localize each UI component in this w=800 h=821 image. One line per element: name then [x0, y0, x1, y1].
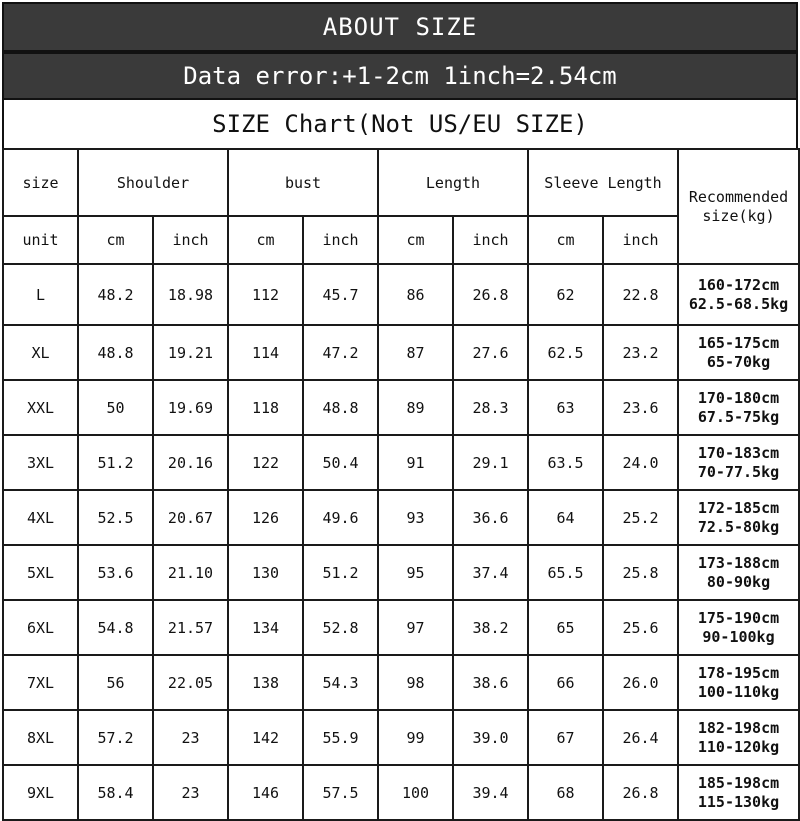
unit-cell: cm: [228, 216, 303, 264]
recommended-weight: 115-130kg: [697, 792, 780, 811]
recommended-size-cell: [678, 545, 799, 600]
measurement-cell: 22.8: [603, 264, 678, 325]
measurement-cell: 97: [378, 600, 453, 655]
recommended-height: 185-198cm: [697, 773, 780, 792]
size-cell: 9XL: [3, 765, 78, 820]
measurement-cell: 87: [378, 325, 453, 380]
measurement-cell: 29.1: [453, 435, 528, 490]
measurement-cell: 122: [228, 435, 303, 490]
measurement-cell: 48.8: [303, 380, 378, 435]
recommended-unit-label: size(kg): [702, 206, 775, 225]
measurement-cell: 51.2: [303, 545, 378, 600]
recommended-height: 178-195cm: [697, 663, 780, 682]
recommended-size-cell: [678, 325, 799, 380]
measurement-cell: 63.5: [528, 435, 603, 490]
measurement-cell: 118: [228, 380, 303, 435]
bust-header: bust: [228, 149, 378, 216]
recommended-size-cell: [678, 710, 799, 765]
recommended-size-cell: [678, 490, 799, 545]
note-banner: [2, 52, 798, 100]
measurement-cell: 146: [228, 765, 303, 820]
measurement-cell: 100: [378, 765, 453, 820]
measurement-cell: 23: [153, 710, 228, 765]
measurement-cell: 23.2: [603, 325, 678, 380]
recommended-weight: 62.5-68.5kg: [688, 294, 789, 313]
measurement-cell: 93: [378, 490, 453, 545]
recommended-height: 160-172cm: [697, 275, 780, 294]
recommended-size-cell: [678, 600, 799, 655]
measurement-cell: 51.2: [78, 435, 153, 490]
unit-cell: inch: [153, 216, 228, 264]
size-cell: 4XL: [3, 490, 78, 545]
table-row: [3, 325, 799, 380]
measurement-cell: 134: [228, 600, 303, 655]
measurement-cell: 138: [228, 655, 303, 710]
measurement-cell: 36.6: [453, 490, 528, 545]
measurement-cell: 49.6: [303, 490, 378, 545]
measurement-cell: 63: [528, 380, 603, 435]
size-table: [2, 148, 800, 821]
size-cell: 6XL: [3, 600, 78, 655]
table-row: [3, 545, 799, 600]
measurement-cell: 24.0: [603, 435, 678, 490]
recommended-height: 170-183cm: [697, 443, 780, 462]
recommended-weight: 100-110kg: [697, 682, 780, 701]
size-cell: 3XL: [3, 435, 78, 490]
measurement-cell: 126: [228, 490, 303, 545]
measurement-cell: 62.5: [528, 325, 603, 380]
measurement-cell: 65: [528, 600, 603, 655]
length-header: Length: [378, 149, 528, 216]
measurement-cell: 130: [228, 545, 303, 600]
table-row: [3, 264, 799, 325]
measurement-cell: 55.9: [303, 710, 378, 765]
size-cell: XXL: [3, 380, 78, 435]
size-cell: 8XL: [3, 710, 78, 765]
measurement-cell: 25.8: [603, 545, 678, 600]
size-cell: 7XL: [3, 655, 78, 710]
measurement-cell: 52.5: [78, 490, 153, 545]
recommended-size-cell: [678, 765, 799, 820]
measurement-cell: 26.8: [603, 765, 678, 820]
measurement-cell: 57.5: [303, 765, 378, 820]
unit-cell: inch: [603, 216, 678, 264]
recommended-size-header: [678, 149, 799, 264]
recommended-weight: 67.5-75kg: [697, 407, 780, 426]
measurement-cell: 67: [528, 710, 603, 765]
recommended-weight: 80-90kg: [706, 572, 771, 591]
measurement-cell: 27.6: [453, 325, 528, 380]
measurement-cell: 48.8: [78, 325, 153, 380]
table-row: [3, 490, 799, 545]
measurement-cell: 26.0: [603, 655, 678, 710]
measurement-cell: 21.57: [153, 600, 228, 655]
table-row: [3, 600, 799, 655]
table-row: [3, 765, 799, 820]
unit-cell: inch: [453, 216, 528, 264]
measurement-cell: 18.98: [153, 264, 228, 325]
measurement-cell: 45.7: [303, 264, 378, 325]
subtitle-banner: [2, 100, 798, 148]
recommended-weight: 90-100kg: [702, 627, 775, 646]
measurement-cell: 57.2: [78, 710, 153, 765]
recommended-size-cell: [678, 264, 799, 325]
measurement-cell: 142: [228, 710, 303, 765]
chart-subtitle: SIZE Chart(Not US/EU SIZE): [212, 110, 588, 138]
measurement-cell: 25.2: [603, 490, 678, 545]
measurement-cell: 26.8: [453, 264, 528, 325]
recommended-height: 182-198cm: [697, 718, 780, 737]
measurement-cell: 53.6: [78, 545, 153, 600]
table-row: [3, 655, 799, 710]
unit-cell: inch: [303, 216, 378, 264]
recommended-weight: 110-120kg: [697, 737, 780, 756]
measurement-cell: 62: [528, 264, 603, 325]
unit-header: unit: [3, 216, 78, 264]
unit-cell: cm: [378, 216, 453, 264]
table-row: [3, 380, 799, 435]
measurement-note: Data error:+1-2cm 1inch=2.54cm: [183, 62, 617, 90]
recommended-height: 175-190cm: [697, 608, 780, 627]
measurement-cell: 28.3: [453, 380, 528, 435]
size-header: size: [3, 149, 78, 216]
measurement-cell: 38.6: [453, 655, 528, 710]
measurement-cell: 25.6: [603, 600, 678, 655]
measurement-cell: 20.67: [153, 490, 228, 545]
measurement-cell: 86: [378, 264, 453, 325]
measurement-cell: 39.0: [453, 710, 528, 765]
measurement-cell: 112: [228, 264, 303, 325]
measurement-cell: 89: [378, 380, 453, 435]
measurement-cell: 68: [528, 765, 603, 820]
measurement-cell: 19.21: [153, 325, 228, 380]
measurement-cell: 58.4: [78, 765, 153, 820]
measurement-cell: 114: [228, 325, 303, 380]
recommended-weight: 72.5-80kg: [697, 517, 780, 536]
sleeve-length-header: Sleeve Length: [528, 149, 678, 216]
measurement-cell: 99: [378, 710, 453, 765]
measurement-cell: 37.4: [453, 545, 528, 600]
measurement-cell: 98: [378, 655, 453, 710]
measurement-cell: 23.6: [603, 380, 678, 435]
group-header-row: [3, 149, 799, 216]
measurement-cell: 20.16: [153, 435, 228, 490]
table-row: [3, 435, 799, 490]
measurement-cell: 65.5: [528, 545, 603, 600]
recommended-height: 165-175cm: [697, 333, 780, 352]
recommended-size-cell: [678, 655, 799, 710]
measurement-cell: 48.2: [78, 264, 153, 325]
measurement-cell: 21.10: [153, 545, 228, 600]
measurement-cell: 95: [378, 545, 453, 600]
size-cell: 5XL: [3, 545, 78, 600]
measurement-cell: 64: [528, 490, 603, 545]
unit-cell: cm: [528, 216, 603, 264]
size-cell: XL: [3, 325, 78, 380]
measurement-cell: 38.2: [453, 600, 528, 655]
table-row: [3, 710, 799, 765]
measurement-cell: 19.69: [153, 380, 228, 435]
recommended-size-cell: [678, 435, 799, 490]
recommended-weight: 65-70kg: [706, 352, 771, 371]
measurement-cell: 66: [528, 655, 603, 710]
measurement-cell: 22.05: [153, 655, 228, 710]
measurement-cell: 91: [378, 435, 453, 490]
recommended-label: Recommended: [688, 187, 789, 206]
measurement-cell: 39.4: [453, 765, 528, 820]
measurement-cell: 26.4: [603, 710, 678, 765]
recommended-height: 172-185cm: [697, 498, 780, 517]
recommended-size-cell: [678, 380, 799, 435]
measurement-cell: 52.8: [303, 600, 378, 655]
recommended-weight: 70-77.5kg: [697, 462, 780, 481]
measurement-cell: 47.2: [303, 325, 378, 380]
title-banner: [2, 2, 798, 52]
measurement-cell: 50.4: [303, 435, 378, 490]
shoulder-header: Shoulder: [78, 149, 228, 216]
size-cell: L: [3, 264, 78, 325]
measurement-cell: 56: [78, 655, 153, 710]
measurement-cell: 54.8: [78, 600, 153, 655]
page-title: ABOUT SIZE: [322, 13, 478, 41]
measurement-cell: 23: [153, 765, 228, 820]
measurement-cell: 54.3: [303, 655, 378, 710]
unit-cell: cm: [78, 216, 153, 264]
recommended-height: 173-188cm: [697, 553, 780, 572]
recommended-height: 170-180cm: [697, 388, 780, 407]
measurement-cell: 50: [78, 380, 153, 435]
